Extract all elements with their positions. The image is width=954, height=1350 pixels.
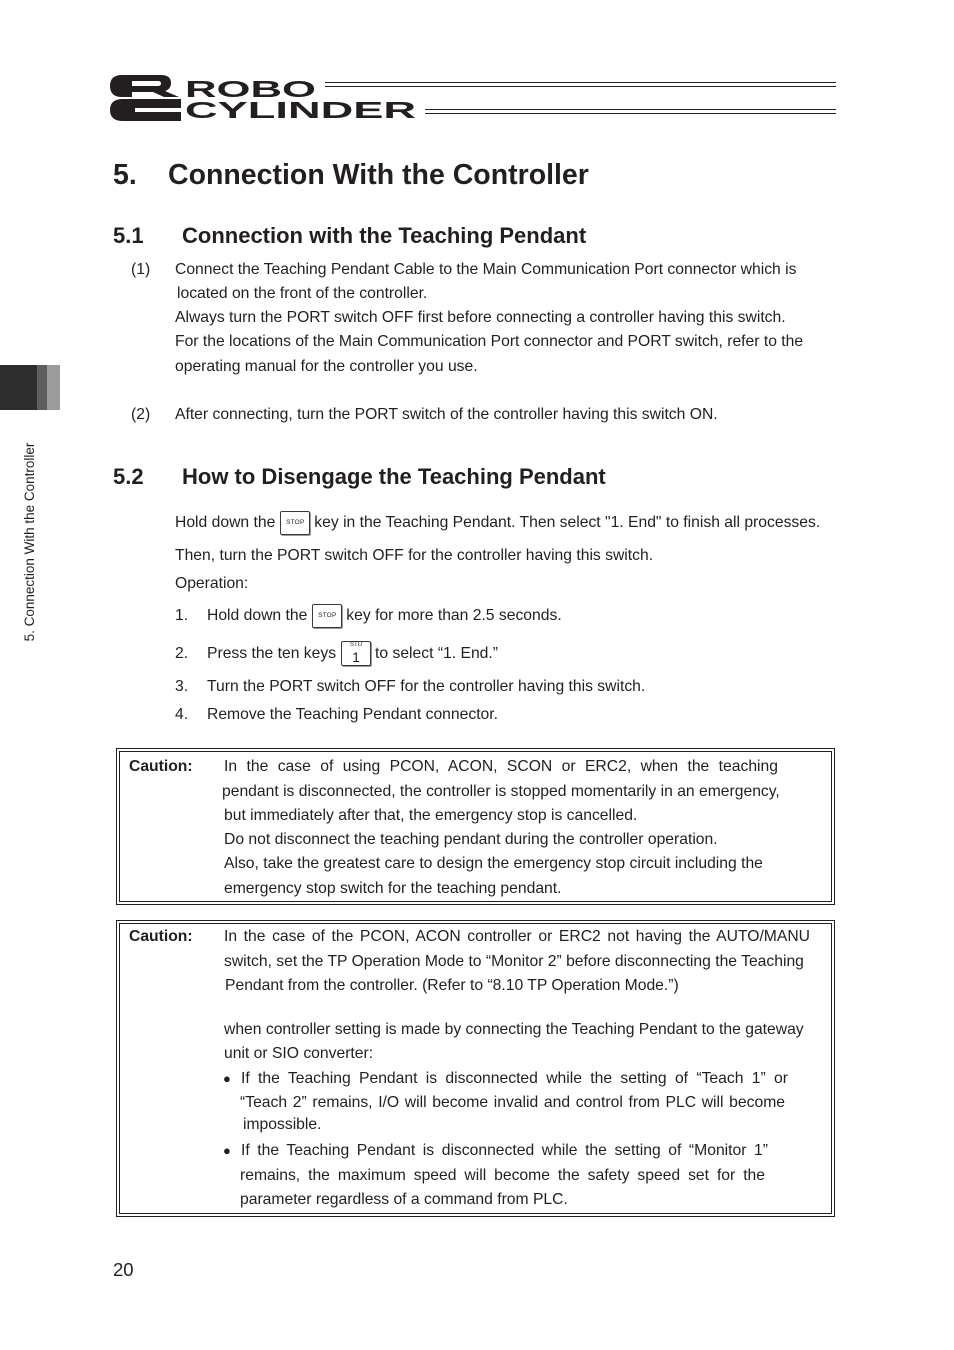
caution-1-line: pendant is disconnected, the controller is stopped momentarily in an emergency, bbox=[222, 783, 780, 800]
caution-2-label: Caution: bbox=[129, 928, 193, 945]
caution-2-line: In the case of the PCON, ACON controller or ERC2 not having the AUTO/MANU bbox=[224, 928, 810, 945]
section-2-intro bbox=[175, 511, 820, 535]
bullet-icon: ● bbox=[223, 1143, 231, 1158]
ten-key-1-icon bbox=[341, 641, 371, 666]
section-2-line-2: Then, turn the PORT switch OFF for the controller having this switch. bbox=[175, 547, 654, 564]
side-tab-label: 5. Connection With the Controller bbox=[22, 442, 37, 642]
caution-2-line: when controller setting is made by connecting the Teaching Pendant to the gateway bbox=[224, 1021, 804, 1038]
step-number: 3. bbox=[175, 678, 189, 695]
stop-key-icon bbox=[312, 604, 342, 628]
ten-key-sub-label: STU bbox=[350, 642, 363, 648]
operation-label: Operation: bbox=[175, 575, 249, 592]
caution-1-line: Do not disconnect the teaching pendant during the controller operation. bbox=[224, 831, 718, 848]
bullet-2-line: remains, the maximum speed will become the safety speed set for the bbox=[240, 1167, 765, 1184]
caution-1-label: Caution: bbox=[129, 758, 193, 775]
logo-word-robo: ROBO bbox=[185, 76, 316, 102]
item-2-line: After connecting, turn the PORT switch of the controller having this switch ON. bbox=[175, 406, 718, 423]
caution-1-line: but immediately after that, the emergency stop is cancelled. bbox=[224, 807, 638, 824]
section-2-title: How to Disengage the Teaching Pendant bbox=[182, 464, 606, 489]
header-rule-top-2 bbox=[325, 86, 836, 87]
header-rule-top-1 bbox=[325, 82, 836, 83]
item-1-line: located on the front of the controller. bbox=[177, 285, 428, 302]
step-number: 4. bbox=[175, 706, 189, 723]
caution-1-line: Also, take the greatest care to design the emergency stop circuit including the bbox=[224, 855, 763, 872]
step-text: Remove the Teaching Pendant connector. bbox=[207, 706, 498, 723]
step-3 bbox=[175, 678, 645, 696]
bullet-1-line: impossible. bbox=[243, 1116, 322, 1133]
chapter-number: 5. bbox=[113, 159, 137, 191]
step-number: 1. bbox=[175, 607, 189, 624]
step-number: 2. bbox=[175, 644, 189, 662]
bullet-2-line: If the Teaching Pendant is disconnected while the setting of “Monitor 1” bbox=[241, 1142, 768, 1159]
bullet-icon: ● bbox=[223, 1071, 231, 1086]
logo-r-mark bbox=[110, 75, 179, 97]
caution-1-line: emergency stop switch for the teaching pendant. bbox=[224, 880, 562, 897]
caution-2-line: Pendant from the controller. (Refer to “8.10 TP Operation Mode.”) bbox=[225, 977, 679, 994]
page-number: 20 bbox=[113, 1259, 134, 1280]
bullet-2-line: parameter regardless of a command from PLC. bbox=[240, 1191, 568, 1208]
caution-2-line: unit or SIO converter: bbox=[224, 1045, 374, 1062]
caution-1-line: In the case of using PCON, ACON, SCON or ERC2, when the teaching bbox=[224, 758, 778, 775]
robo-cylinder-logo bbox=[105, 70, 425, 125]
chapter-side-tab bbox=[0, 365, 60, 410]
ten-key-main-label: 1 bbox=[352, 649, 360, 665]
section-1-number: 5.1 bbox=[113, 223, 144, 248]
item-1-line: For the locations of the Main Communication Port connector and PORT switch, refer to the bbox=[175, 333, 804, 350]
chapter-title: Connection With the Controller bbox=[168, 159, 589, 191]
logo-word-cylinder: CYLINDER bbox=[185, 97, 417, 123]
intro-text-after-key: key in the Teaching Pendant. Then select "1. End" to finish all processes. bbox=[314, 514, 821, 531]
section-2-number: 5.2 bbox=[113, 464, 144, 489]
step-4 bbox=[175, 706, 498, 724]
step-text-after-key: to select “1. End.” bbox=[375, 644, 498, 662]
stop-key-icon bbox=[280, 511, 310, 535]
header-rule-bottom-1 bbox=[425, 109, 836, 110]
caution-2-line: switch, set the TP Operation Mode to “Monitor 2” before disconnecting the Teaching bbox=[224, 953, 804, 970]
step-text-before-key: Press the ten keys bbox=[207, 644, 337, 662]
item-1-line: Connect the Teaching Pendant Cable to the Main Communication Port connector which is bbox=[175, 261, 797, 278]
step-text-after-key: key for more than 2.5 seconds. bbox=[346, 607, 562, 624]
item-1-line: Always turn the PORT switch OFF first before connecting a controller having this switch. bbox=[175, 309, 786, 326]
stop-key-label: STOP bbox=[286, 519, 305, 526]
header-rule-bottom-2 bbox=[425, 113, 836, 114]
step-1 bbox=[175, 604, 562, 628]
intro-text-before-key: Hold down the bbox=[175, 514, 276, 531]
item-1-marker: (1) bbox=[131, 261, 151, 278]
item-1-line: operating manual for the controller you use. bbox=[175, 358, 478, 375]
stop-key-label: STOP bbox=[318, 612, 337, 619]
bullet-1-line: If the Teaching Pendant is disconnected while the setting of “Teach 1” or bbox=[241, 1070, 788, 1087]
step-text: Turn the PORT switch OFF for the controller having this switch. bbox=[207, 678, 646, 695]
logo-c-mark bbox=[110, 99, 181, 121]
step-2 bbox=[175, 641, 498, 666]
bullet-1-line: “Teach 2” remains, I/O will become invalid and control from PLC will become bbox=[240, 1094, 785, 1111]
item-2-marker: (2) bbox=[131, 406, 151, 423]
section-1-title: Connection with the Teaching Pendant bbox=[182, 223, 587, 248]
step-text-before-key: Hold down the bbox=[207, 607, 308, 624]
